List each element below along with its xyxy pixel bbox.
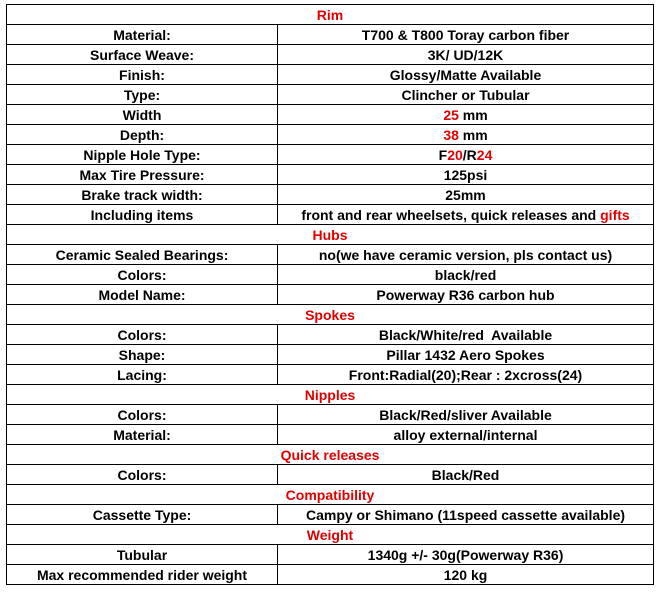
row-label: Type:: [7, 85, 278, 105]
section-row-rim: [7, 5, 654, 25]
row-value: Campy or Shimano (11speed cassette available): [278, 505, 654, 525]
row-value: 1340g +/- 30g(Powerway R36): [278, 545, 654, 565]
row-value: [278, 125, 654, 145]
spec-table: [6, 4, 654, 585]
row-value: [278, 205, 654, 225]
row-label: Max recommended rider weight: [7, 565, 278, 585]
table-row-qr-colors: [7, 465, 654, 485]
width-number: 25: [443, 106, 459, 123]
section-row-hubs: [7, 225, 654, 245]
table-row-brake-track-width: [7, 185, 654, 205]
table-row-nipple-material: [7, 425, 654, 445]
table-row-max-rider-weight: [7, 565, 654, 585]
row-label: Material:: [7, 25, 278, 45]
row-label: Depth:: [7, 125, 278, 145]
table-row-lacing: [7, 365, 654, 385]
row-value: Front:Radial(20);Rear : 2xcross(24): [278, 365, 654, 385]
table-row-material: [7, 25, 654, 45]
row-value: [278, 145, 654, 165]
row-label: Lacing:: [7, 365, 278, 385]
table-row-nipple-hole: [7, 145, 654, 165]
section-title-hubs: Hubs: [7, 225, 654, 245]
nipple-rear-prefix: /R: [462, 146, 477, 163]
table-row-hub-colors: [7, 265, 654, 285]
row-label: Material:: [7, 425, 278, 445]
including-items-text: front and rear wheelsets, quick releases and: [301, 206, 601, 223]
row-label: Colors:: [7, 325, 278, 345]
row-value: [278, 105, 654, 125]
width-unit: mm: [458, 106, 488, 123]
depth-number: 38: [443, 126, 459, 143]
row-value: black/red: [278, 265, 654, 285]
table-row-cassette-type: [7, 505, 654, 525]
section-row-weight: [7, 525, 654, 545]
table-row-type: [7, 85, 654, 105]
table-row-bearings: [7, 245, 654, 265]
row-label: Nipple Hole Type:: [7, 145, 278, 165]
row-value: Glossy/Matte Available: [278, 65, 654, 85]
section-row-quick-releases: [7, 445, 654, 465]
row-value: no(we have ceramic version, pls contact us): [278, 245, 654, 265]
section-row-compatibility: [7, 485, 654, 505]
table-row-surface-weave: [7, 45, 654, 65]
row-label: Model Name:: [7, 285, 278, 305]
row-label: Colors:: [7, 265, 278, 285]
table-row-depth: [7, 125, 654, 145]
row-label: Colors:: [7, 405, 278, 425]
row-label: Including items: [7, 205, 278, 225]
row-value: alloy external/internal: [278, 425, 654, 445]
row-value: Pillar 1432 Aero Spokes: [278, 345, 654, 365]
table-row-model-name: [7, 285, 654, 305]
row-label: Finish:: [7, 65, 278, 85]
row-value: Clincher or Tubular: [278, 85, 654, 105]
table-row-finish: [7, 65, 654, 85]
table-row-spoke-colors: [7, 325, 654, 345]
including-items-gifts: gifts: [600, 206, 630, 223]
row-value: Black/Red/sliver Available: [278, 405, 654, 425]
section-row-nipples: [7, 385, 654, 405]
nipple-front-prefix: F: [438, 146, 448, 163]
row-label: Tubular: [7, 545, 278, 565]
row-value: Black/White/red Available: [278, 325, 654, 345]
row-value: 25mm: [278, 185, 654, 205]
row-value: Black/Red: [278, 465, 654, 485]
table-row-tubular: [7, 545, 654, 565]
row-label: Surface Weave:: [7, 45, 278, 65]
section-title-spokes: Spokes: [7, 305, 654, 325]
section-title-compatibility: Compatibility: [7, 485, 654, 505]
section-title-weight: Weight: [7, 525, 654, 545]
row-value: Powerway R36 carbon hub: [278, 285, 654, 305]
nipple-rear-count: 24: [476, 146, 493, 163]
table-row-max-tire-pressure: [7, 165, 654, 185]
row-label: Shape:: [7, 345, 278, 365]
table-row-nipple-colors: [7, 405, 654, 425]
nipple-front-count: 20: [447, 146, 463, 163]
depth-unit: mm: [458, 126, 488, 143]
row-label: Width: [7, 105, 278, 125]
section-title-quick-releases: Quick releases: [7, 445, 654, 465]
table-row-including-items: [7, 205, 654, 225]
row-value: 125psi: [278, 165, 654, 185]
table-row-spoke-shape: [7, 345, 654, 365]
row-label: Brake track width:: [7, 185, 278, 205]
section-row-spokes: [7, 305, 654, 325]
table-row-width: [7, 105, 654, 125]
section-title-rim: Rim: [7, 5, 654, 25]
row-value: 3K/ UD/12K: [278, 45, 654, 65]
row-label: Cassette Type:: [7, 505, 278, 525]
section-title-nipples: Nipples: [7, 385, 654, 405]
row-label: Max Tire Pressure:: [7, 165, 278, 185]
row-value: 120 kg: [278, 565, 654, 585]
row-label: Colors:: [7, 465, 278, 485]
row-value: T700 & T800 Toray carbon fiber: [278, 25, 654, 45]
row-label: Ceramic Sealed Bearings:: [7, 245, 278, 265]
